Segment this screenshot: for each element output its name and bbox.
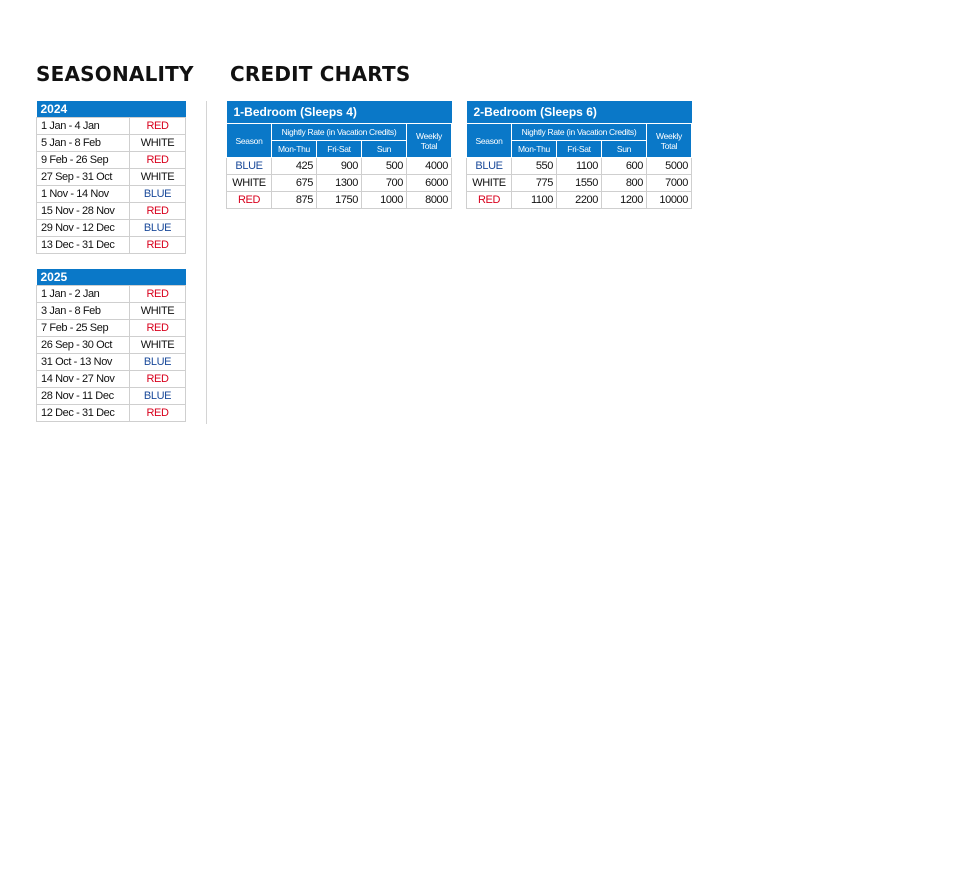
- sun-cell: 700: [362, 175, 407, 192]
- credit-table-2-bedroom: [466, 101, 692, 209]
- mon-thu-cell: 425: [272, 158, 317, 175]
- season-column-header: Season: [467, 124, 512, 158]
- season-code: WHITE: [130, 303, 186, 320]
- date-range: 1 Jan - 4 Jan: [37, 118, 130, 135]
- season-code: WHITE: [130, 135, 186, 152]
- fri-sat-cell: 1750: [317, 192, 362, 209]
- fri-sat-cell: 900: [317, 158, 362, 175]
- fri-sat-cell: 2200: [557, 192, 602, 209]
- table-row: [37, 186, 186, 203]
- date-range: 28 Nov - 11 Dec: [37, 388, 130, 405]
- season-code: WHITE: [130, 337, 186, 354]
- mon-thu-cell: 1100: [512, 192, 557, 209]
- date-range: 29 Nov - 12 Dec: [37, 220, 130, 237]
- mon-thu-header: Mon-Thu: [512, 141, 557, 158]
- date-range: 15 Nov - 28 Nov: [37, 203, 130, 220]
- table-row: [37, 337, 186, 354]
- season-code: BLUE: [130, 388, 186, 405]
- date-range: 1 Jan - 2 Jan: [37, 286, 130, 303]
- sun-cell: 1000: [362, 192, 407, 209]
- sun-header: Sun: [362, 141, 407, 158]
- season-code: WHITE: [130, 169, 186, 186]
- seasonality-heading: SEASONALITY: [36, 62, 194, 86]
- table-row: [467, 175, 692, 192]
- date-range: 27 Sep - 31 Oct: [37, 169, 130, 186]
- weekly-total-cell: 8000: [407, 192, 452, 209]
- weekly-total-cell: 7000: [647, 175, 692, 192]
- fri-sat-cell: 1300: [317, 175, 362, 192]
- table-row: [37, 320, 186, 337]
- date-range: 14 Nov - 27 Nov: [37, 371, 130, 388]
- fri-sat-cell: 1100: [557, 158, 602, 175]
- season-code: RED: [130, 286, 186, 303]
- table-row: [37, 303, 186, 320]
- table-row: [37, 237, 186, 254]
- nightly-rate-header: Nightly Rate (in Vacation Credits): [272, 124, 407, 141]
- sun-cell: 800: [602, 175, 647, 192]
- table-row: [37, 354, 186, 371]
- sun-cell: 1200: [602, 192, 647, 209]
- table-row: [227, 158, 452, 175]
- table-row: [467, 192, 692, 209]
- season-code: RED: [130, 237, 186, 254]
- table-row: [37, 152, 186, 169]
- table-row: [37, 286, 186, 303]
- table-row: [37, 405, 186, 422]
- table-row: [37, 371, 186, 388]
- weekly-total-header: Weekly Total: [407, 124, 452, 158]
- table-row: [37, 388, 186, 405]
- mon-thu-cell: 875: [272, 192, 317, 209]
- table-row: [467, 158, 692, 175]
- date-range: 31 Oct - 13 Nov: [37, 354, 130, 371]
- table-row: [37, 220, 186, 237]
- season-cell: WHITE: [467, 175, 512, 192]
- table-row: [37, 118, 186, 135]
- year-header: 2025: [37, 269, 186, 286]
- weekly-total-cell: 10000: [647, 192, 692, 209]
- date-range: 12 Dec - 31 Dec: [37, 405, 130, 422]
- sun-cell: 600: [602, 158, 647, 175]
- mon-thu-header: Mon-Thu: [272, 141, 317, 158]
- season-code: BLUE: [130, 220, 186, 237]
- season-cell: BLUE: [227, 158, 272, 175]
- season-cell: BLUE: [467, 158, 512, 175]
- nightly-rate-header: Nightly Rate (in Vacation Credits): [512, 124, 647, 141]
- table-row: [37, 169, 186, 186]
- table-row: [37, 135, 186, 152]
- season-cell: RED: [227, 192, 272, 209]
- fri-sat-cell: 1550: [557, 175, 602, 192]
- date-range: 26 Sep - 30 Oct: [37, 337, 130, 354]
- mon-thu-cell: 775: [512, 175, 557, 192]
- date-range: 3 Jan - 8 Feb: [37, 303, 130, 320]
- fri-sat-header: Fri-Sat: [557, 141, 602, 158]
- weekly-total-cell: 6000: [407, 175, 452, 192]
- seasonality-table-2024: [36, 101, 186, 254]
- season-cell: WHITE: [227, 175, 272, 192]
- season-code: BLUE: [130, 186, 186, 203]
- section-divider: [206, 101, 207, 424]
- fri-sat-header: Fri-Sat: [317, 141, 362, 158]
- season-code: RED: [130, 203, 186, 220]
- table-row: [227, 192, 452, 209]
- credit-charts-heading: CREDIT CHARTS: [230, 62, 411, 86]
- mon-thu-cell: 550: [512, 158, 557, 175]
- season-code: RED: [130, 371, 186, 388]
- weekly-total-cell: 5000: [647, 158, 692, 175]
- sun-header: Sun: [602, 141, 647, 158]
- season-code: RED: [130, 152, 186, 169]
- date-range: 1 Nov - 14 Nov: [37, 186, 130, 203]
- date-range: 9 Feb - 26 Sep: [37, 152, 130, 169]
- date-range: 13 Dec - 31 Dec: [37, 237, 130, 254]
- season-code: BLUE: [130, 354, 186, 371]
- weekly-total-cell: 4000: [407, 158, 452, 175]
- season-code: RED: [130, 320, 186, 337]
- credit-table-1-bedroom: [226, 101, 452, 209]
- season-cell: RED: [467, 192, 512, 209]
- seasonality-table-2025: [36, 269, 186, 422]
- table-row: [227, 175, 452, 192]
- credit-table-title: 2-Bedroom (Sleeps 6): [467, 101, 692, 124]
- weekly-total-header: Weekly Total: [647, 124, 692, 158]
- season-code: RED: [130, 405, 186, 422]
- credit-table-title: 1-Bedroom (Sleeps 4): [227, 101, 452, 124]
- sun-cell: 500: [362, 158, 407, 175]
- mon-thu-cell: 675: [272, 175, 317, 192]
- date-range: 5 Jan - 8 Feb: [37, 135, 130, 152]
- season-code: RED: [130, 118, 186, 135]
- season-column-header: Season: [227, 124, 272, 158]
- year-header: 2024: [37, 101, 186, 118]
- table-row: [37, 203, 186, 220]
- date-range: 7 Feb - 25 Sep: [37, 320, 130, 337]
